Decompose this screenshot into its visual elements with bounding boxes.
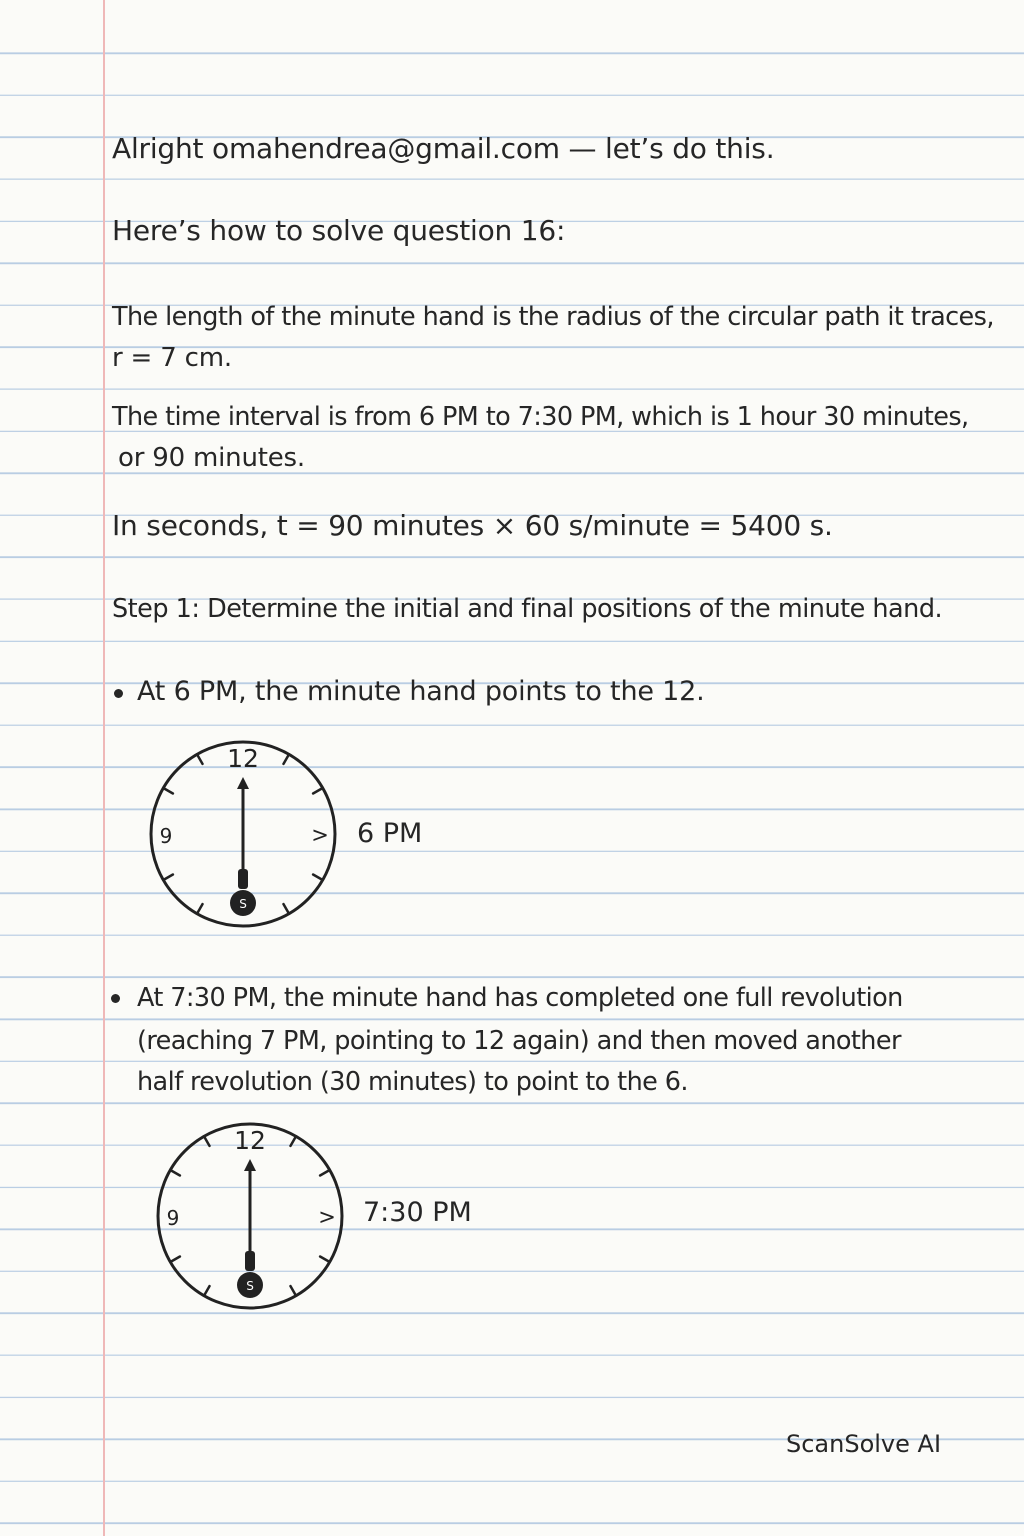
interval-text-line2: or 90 minutes. bbox=[118, 443, 305, 473]
numeral-9: 9 bbox=[166, 1206, 180, 1230]
bullet2-text-line1: At 7:30 PM, the minute hand has completed one full revolution bbox=[137, 983, 903, 1013]
bullet-dot-1 bbox=[114, 689, 123, 698]
intro-text: Here’s how to solve question 16: bbox=[112, 214, 566, 247]
numeral-3: > bbox=[318, 1205, 336, 1229]
numeral-6: S bbox=[239, 897, 247, 911]
margin-line bbox=[103, 0, 105, 1536]
numeral-12: 12 bbox=[227, 744, 259, 773]
numeral-6: S bbox=[246, 1279, 254, 1293]
step1-heading: Step 1: Determine the initial and final positions of the minute hand. bbox=[112, 594, 943, 624]
bullet2-text-line3: half revolution (30 minutes) to point to the 6. bbox=[137, 1067, 688, 1097]
greeting-text: Alright omahendrea@gmail.com — let’s do this. bbox=[112, 132, 775, 165]
brand-watermark: ScanSolve AI bbox=[786, 1430, 942, 1458]
interval-text-line1: The time interval is from 6 PM to 7:30 PM, which is 1 hour 30 minutes, bbox=[112, 402, 969, 432]
numeral-3: > bbox=[311, 823, 329, 847]
numeral-9: 9 bbox=[159, 824, 173, 848]
minute-hand-arrowhead bbox=[244, 1159, 256, 1171]
clock-730pm bbox=[153, 1119, 347, 1313]
radius-text-line2: r = 7 cm. bbox=[112, 343, 232, 373]
minute-hand-base bbox=[245, 1251, 255, 1271]
clock1-label: 6 PM bbox=[357, 818, 423, 849]
bullet2-text-line2: (reaching 7 PM, pointing to 12 again) and then moved another bbox=[137, 1026, 901, 1056]
radius-text-line1: The length of the minute hand is the radius of the circular path it traces, bbox=[112, 302, 994, 332]
numeral-12: 12 bbox=[234, 1126, 266, 1155]
bullet1-text: At 6 PM, the minute hand points to the 12. bbox=[137, 676, 705, 707]
minute-hand-base bbox=[238, 869, 248, 889]
seconds-text: In seconds, t = 90 minutes × 60 s/minute = 5400 s. bbox=[112, 509, 833, 542]
minute-hand-arrowhead bbox=[237, 777, 249, 789]
clock-6pm bbox=[146, 737, 340, 931]
clock2-label: 7:30 PM bbox=[363, 1197, 472, 1228]
bullet-dot-2 bbox=[111, 994, 120, 1003]
